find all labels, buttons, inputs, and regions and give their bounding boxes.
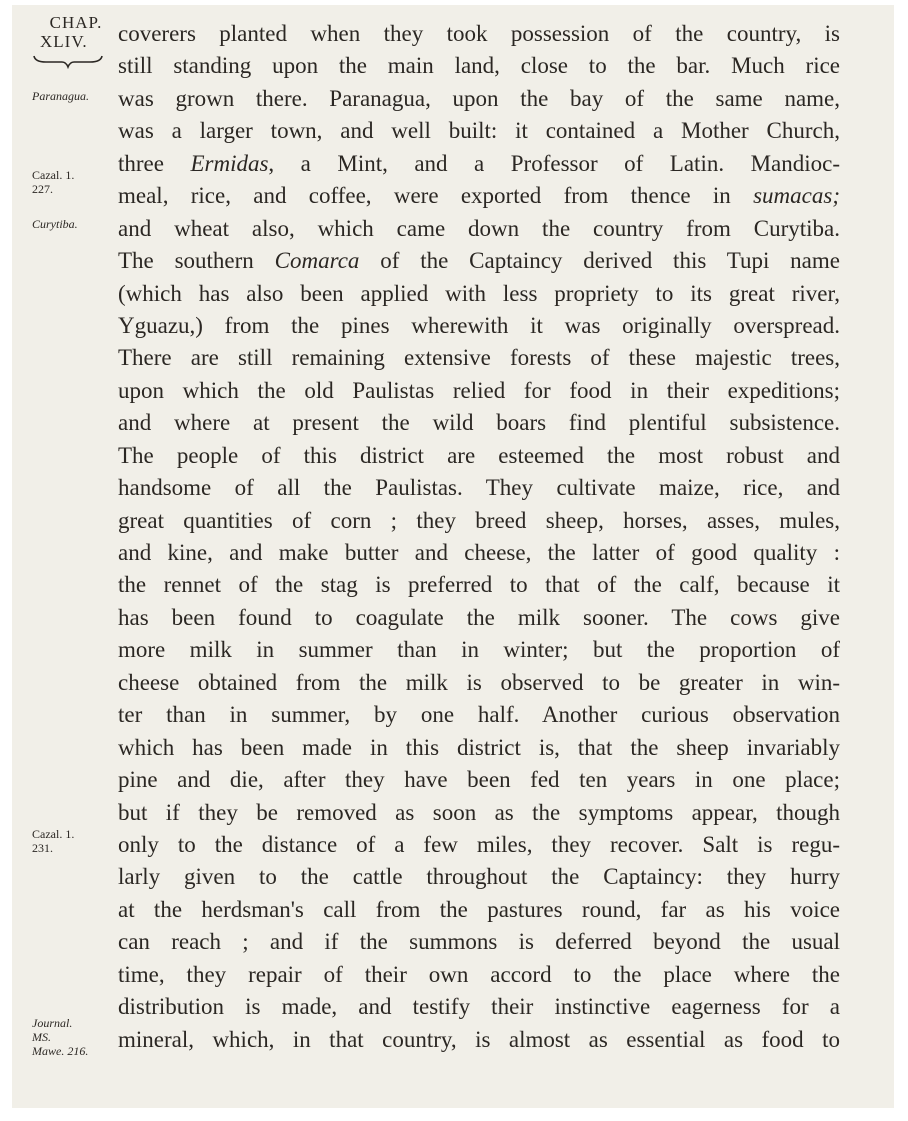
text-line (118, 829, 840, 861)
text-line (118, 213, 840, 245)
brace-ornament (32, 53, 104, 69)
text-segment: The southern (118, 248, 275, 274)
text-segment: at the herdsman's call from the pastures round, far as his voice (118, 896, 840, 922)
text-segment: and wheat also, which came down the country from Curytiba. (118, 215, 840, 241)
chapter-label: CHAP. (49, 13, 103, 32)
text-line (118, 115, 840, 147)
text-segment: has been found to coagulate the milk sooner. The cows give (118, 604, 840, 630)
text-segment: and where at present the wild boars find plentiful subsistence. (118, 410, 840, 436)
text-line (118, 699, 840, 731)
text-segment: , a Mint, and a Professor of Latin. Mandioc- (268, 150, 840, 176)
text-segment: of the Captaincy derived this Tupi name (359, 248, 840, 274)
text-segment: (which has also been applied with less propriety to its great river, (118, 280, 840, 306)
margin-note-curytiba: Curytiba. (32, 217, 78, 231)
margin-note-paranagua: Paranagua. (32, 89, 89, 103)
text-segment: time, they repair of their own accord to the place where the (118, 961, 840, 987)
text-segment: more milk in summer than in winter; but the proportion of (118, 637, 840, 663)
text-line (118, 926, 840, 958)
text-segment: cheese obtained from the milk is observed to be greater in win- (118, 669, 840, 695)
italic-text: Ermidas (190, 150, 269, 176)
text-line (118, 537, 840, 569)
text-line (118, 991, 840, 1023)
text-line (118, 959, 840, 991)
text-line (118, 83, 840, 115)
chapter-heading (34, 13, 118, 51)
chapter-number: XLIV. (40, 32, 88, 51)
text-line (118, 50, 840, 82)
text-segment: larly given to the cattle throughout the Captaincy: they hurry (118, 864, 840, 890)
margin-note-cazal-227: Cazal. 1. 227. (32, 168, 75, 196)
text-segment: mineral, which, in that country, is almost as essential as food to (118, 1026, 840, 1052)
text-segment: distribution is made, and testify their instinctive eagerness for a (118, 994, 840, 1020)
text-line (118, 569, 840, 601)
text-line (118, 440, 840, 472)
italic-text: Comarca (274, 248, 360, 274)
italic-text: sumacas; (753, 183, 840, 209)
margin-note-journal-mawe: Journal. MS. Mawe. 216. (32, 1016, 89, 1058)
text-segment: great quantities of corn ; they breed sheep, horses, asses, mules, (118, 507, 840, 533)
text-segment: meal, rice, and coffee, were exported from thence in (118, 183, 754, 209)
text-line (118, 764, 840, 796)
margin-note-cazal-231: Cazal. 1. 231. (32, 827, 75, 855)
text-line (118, 861, 840, 893)
text-line (118, 278, 840, 310)
text-line (118, 602, 840, 634)
text-line (118, 407, 840, 439)
text-line (118, 505, 840, 537)
text-segment: and kine, and make butter and cheese, the latter of good quality : (118, 540, 840, 565)
text-line (118, 1024, 840, 1056)
text-segment: upon which the old Paulistas relied for food in their expeditions; (118, 377, 840, 403)
text-segment: There are still remaining extensive forests of these majestic trees, (118, 345, 840, 371)
text-segment: coverers planted when they took possession of the country, is (118, 21, 840, 46)
text-line (118, 472, 840, 504)
text-segment: handsome of all the Paulistas. They cultivate maize, rice, and (118, 475, 840, 501)
text-line (118, 732, 840, 764)
text-segment: was a larger town, and well built: it contained a Mother Church, (118, 118, 840, 144)
text-segment: still standing upon the main land, close to the bar. Much rice (118, 53, 840, 79)
body-text (118, 18, 840, 1056)
text-line (118, 375, 840, 407)
text-line (118, 310, 840, 342)
text-segment: the rennet of the stag is preferred to that of the calf, because it (118, 572, 840, 598)
text-segment: pine and die, after they have been fed ten years in one place; (118, 767, 840, 793)
text-line (118, 180, 840, 212)
text-line (118, 894, 840, 926)
text-segment: The people of this district are esteemed the most robust and (118, 442, 840, 468)
text-line (118, 245, 840, 277)
text-line (118, 797, 840, 829)
text-segment: ter than in summer, by one half. Another curious observation (118, 702, 840, 728)
text-line (118, 634, 840, 666)
text-line (118, 667, 840, 699)
text-line (118, 342, 840, 374)
book-page (12, 5, 894, 1108)
text-segment: which has been made in this district is, that the sheep invariably (118, 734, 840, 760)
text-line (118, 18, 840, 50)
text-segment: can reach ; and if the summons is deferred beyond the usual (118, 929, 840, 955)
text-segment: three (118, 150, 191, 176)
text-segment: was grown there. Paranagua, upon the bay of the same name, (118, 85, 840, 111)
text-segment: Yguazu,) from the pines wherewith it was originally overspread. (118, 312, 840, 338)
text-line (118, 148, 840, 180)
text-segment: only to the distance of a few miles, they recover. Salt is regu- (118, 831, 840, 857)
text-segment: but if they be removed as soon as the symptoms appear, though (118, 799, 840, 825)
